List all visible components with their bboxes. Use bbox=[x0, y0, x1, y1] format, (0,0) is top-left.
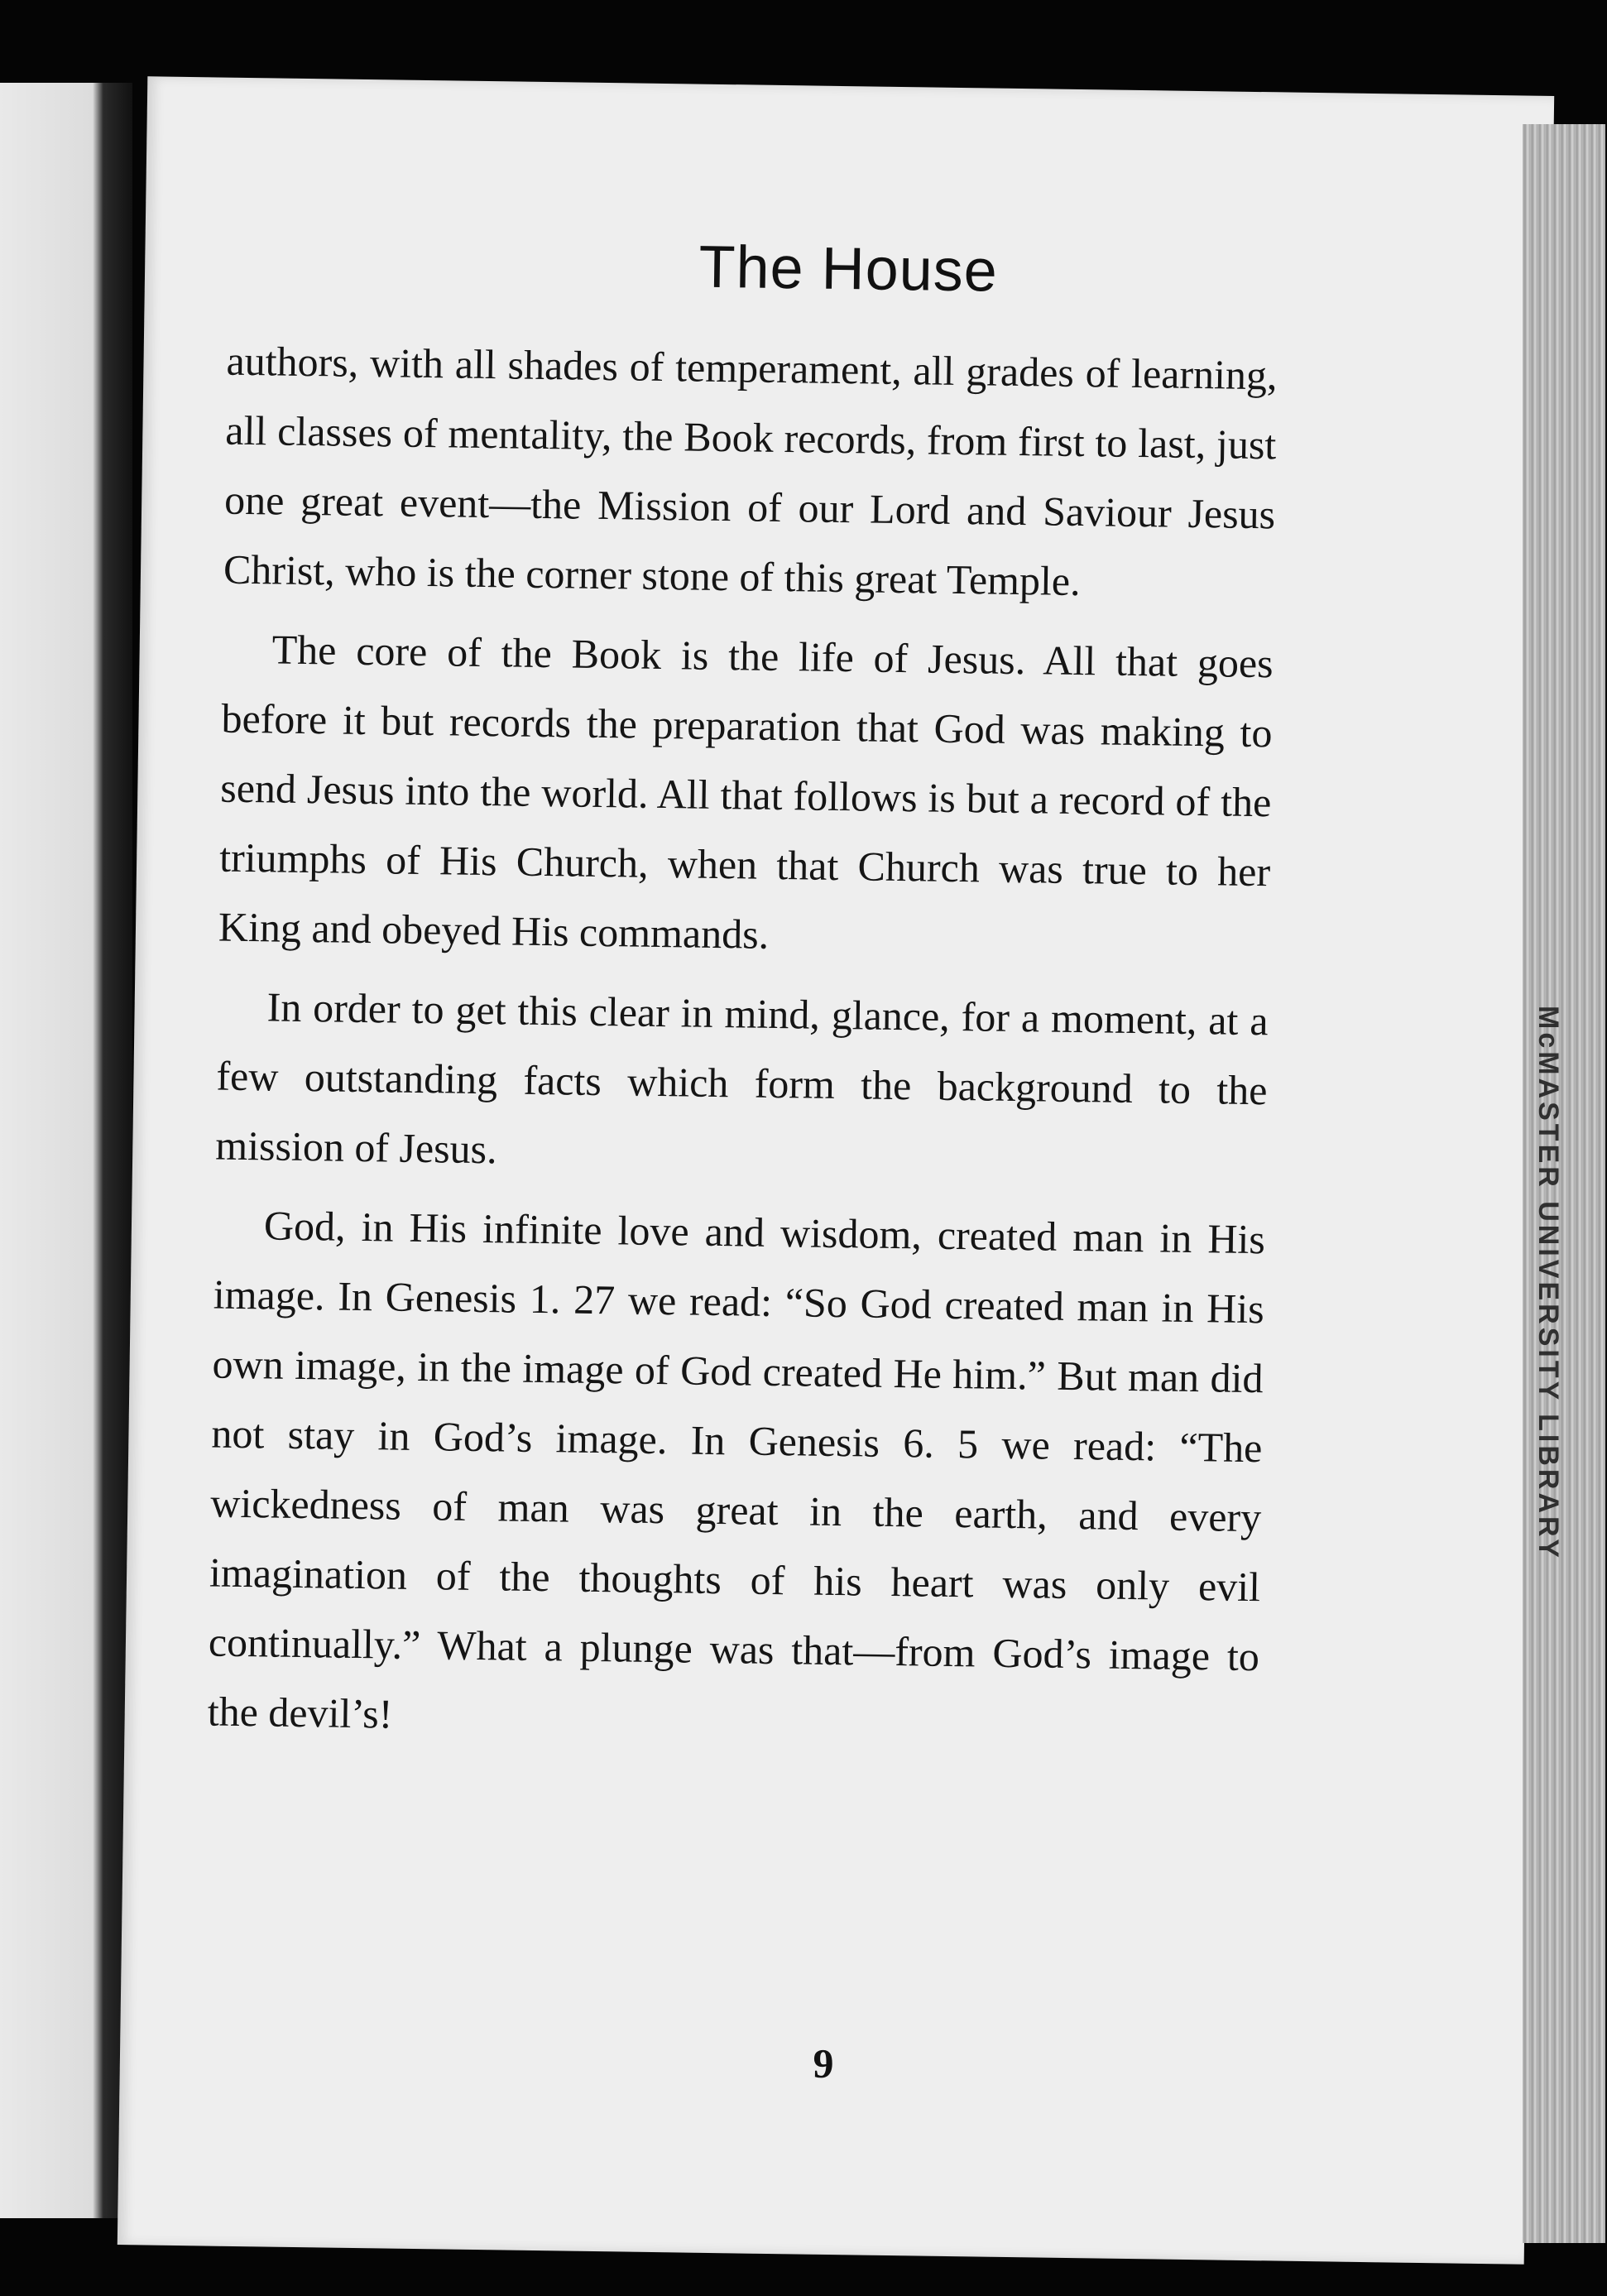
paragraph-1: authors, with all shades of temperament, all grades of learning, all classes of mentality, the Book records, from first to last, just one great event—the Mission of our Lord and Saviour Jesus Christ, who is the corner stone of this great Temple. bbox=[223, 337, 1278, 605]
paragraph-4: God, in His infinite love and wisdom, created man in His image. In Genesis 1. 27 we read: “So God created man in His own image, in the image of God created He him.” But man did not stay in God’s image. In Genesis 6. 5 we read: “The wickedness of man was great in the earth, and every imagination of the thoughts of his heart was only evil continually.” What a plunge was that—from God’s image to the devil’s! bbox=[207, 1202, 1266, 1737]
running-head: The House bbox=[698, 233, 999, 305]
body-text bbox=[207, 326, 1278, 1771]
library-stamp bbox=[1523, 952, 1572, 1614]
book-page bbox=[118, 76, 1554, 2264]
left-page-edge bbox=[0, 83, 132, 2218]
paragraph-2: The core of the Book is the life of Jesus. All that goes before it but records the preparation that God was making to send Jesus into the world. All that follows is but a record of the triumphs of His Church, when that Church was true to her King and obeyed His commands. bbox=[218, 626, 1274, 958]
paragraph-3: In order to get this clear in mind, glance, for a moment, at a few outstanding facts which form the background to the mission of Jesus. bbox=[214, 983, 1269, 1173]
page-number: 9 bbox=[813, 2039, 834, 2087]
library-stamp-text: McMASTER UNIVERSITY LIBRARY bbox=[1532, 1005, 1564, 1561]
